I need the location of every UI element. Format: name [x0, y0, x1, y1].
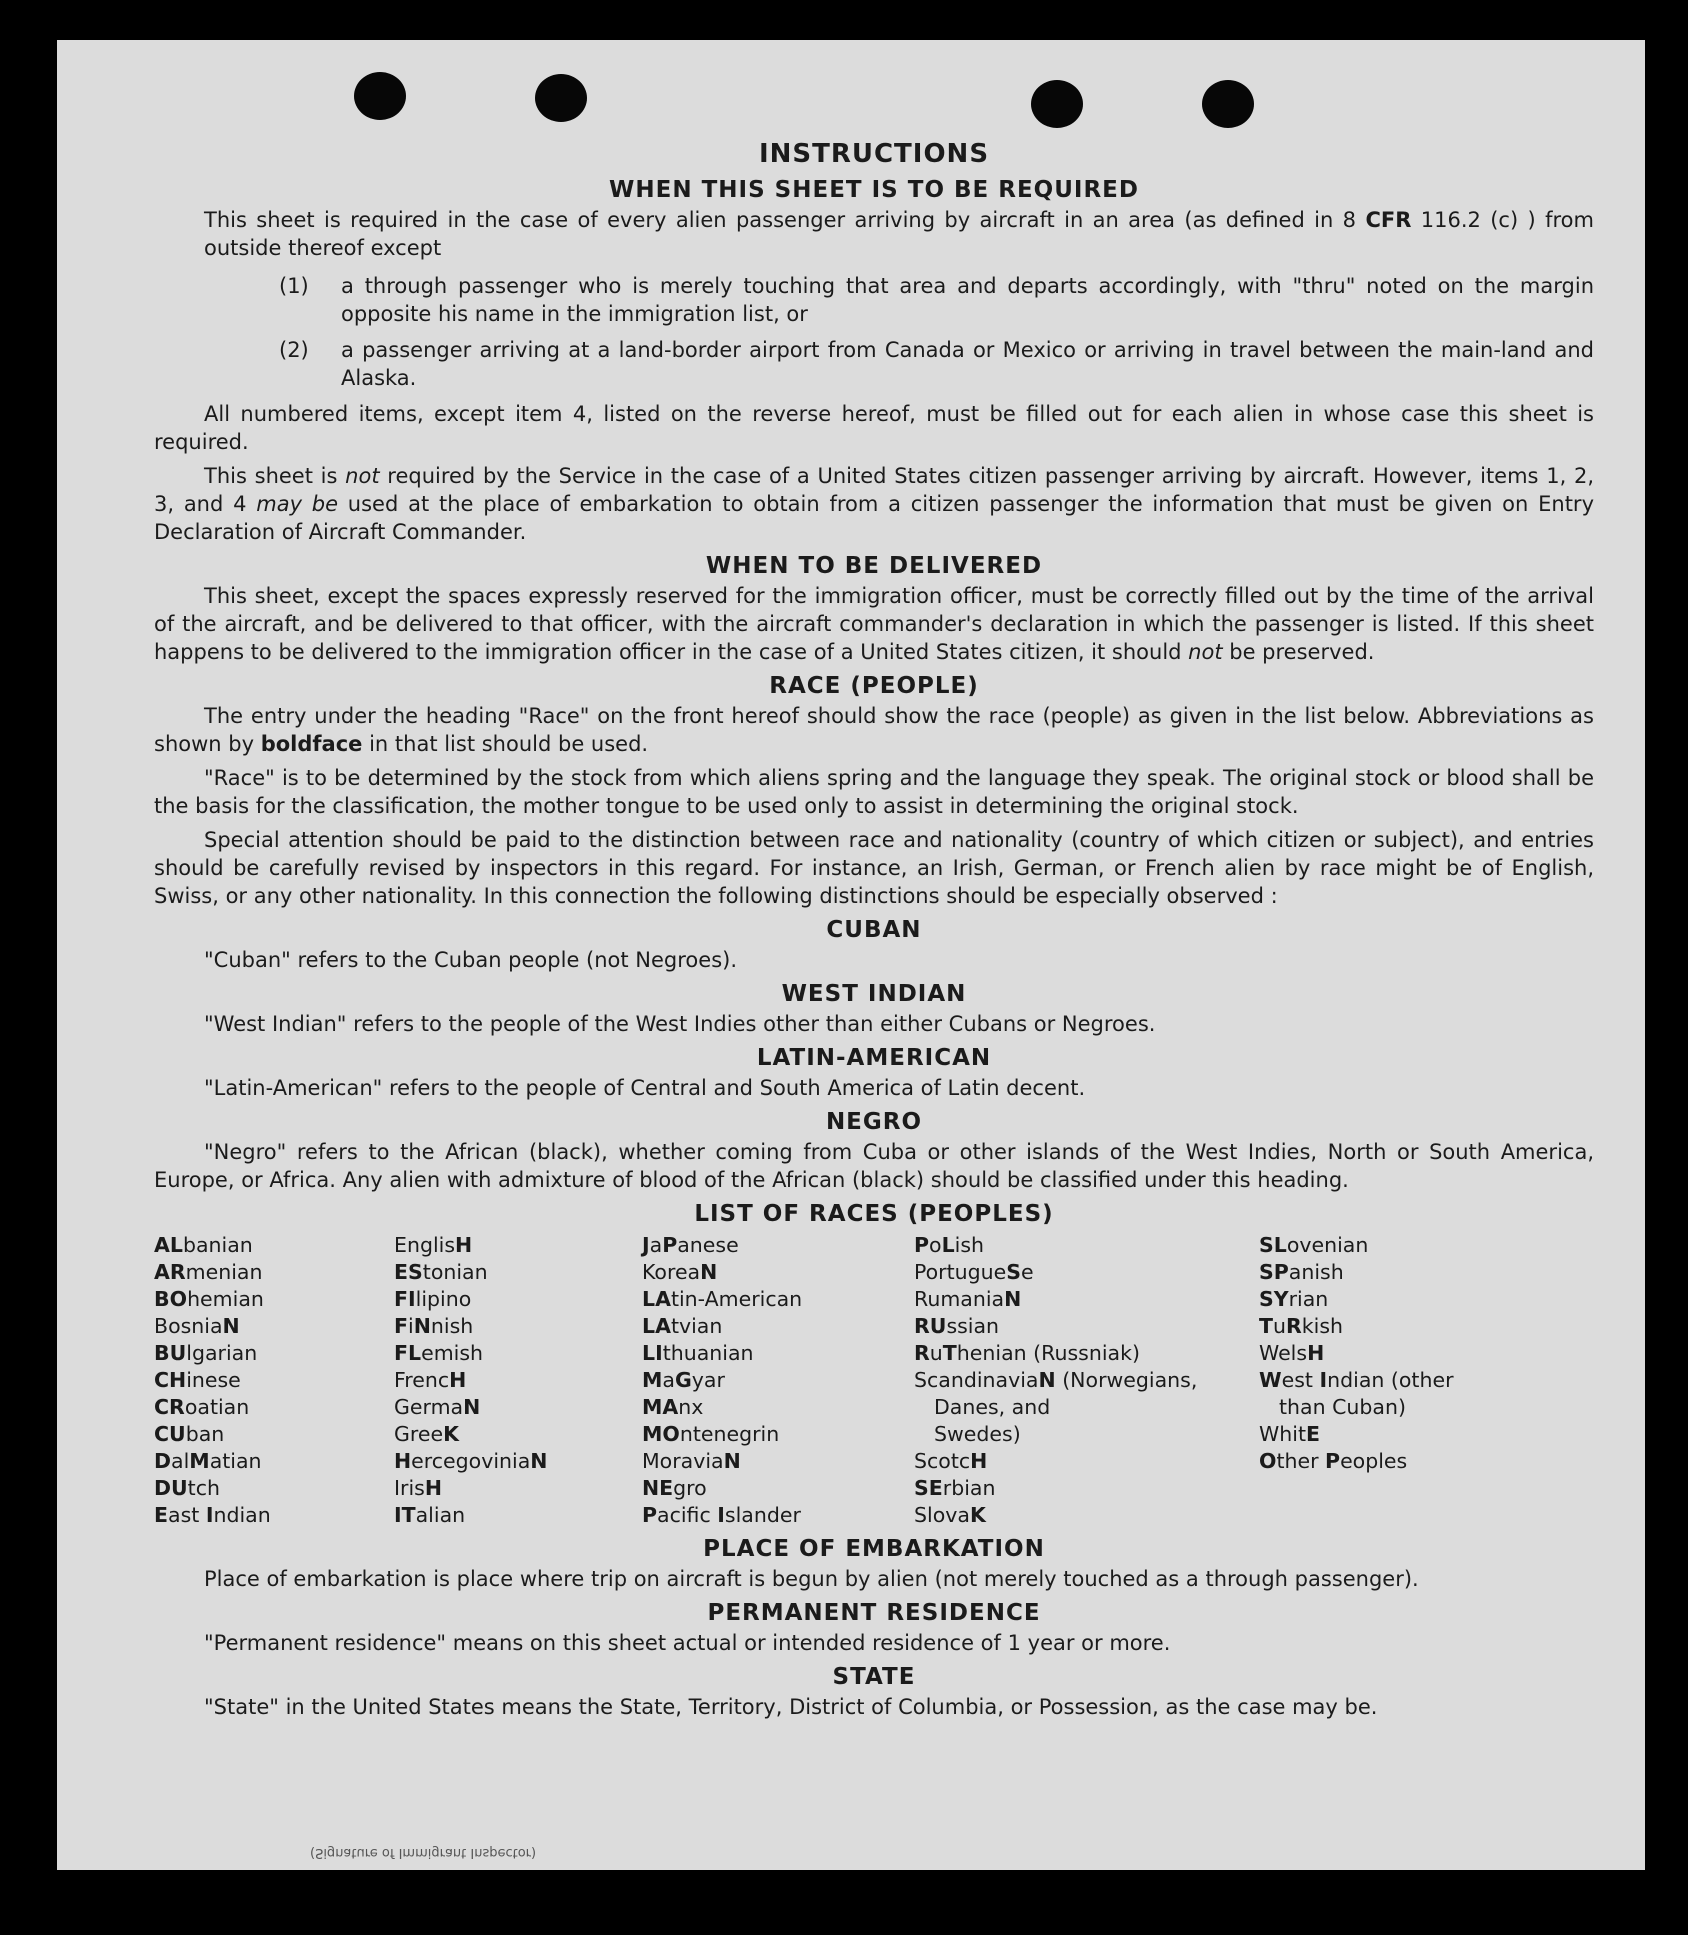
- race-entry: GreeK: [394, 1422, 459, 1446]
- residence-paragraph: "Permanent residence" means on this sheet actual or intended residence of 1 year or more.: [204, 1631, 1171, 1655]
- race-paragraph-1: The entry under the heading "Race" on the front hereof should show the race (people) as given in the list below. Abbreviations as shown by boldface in that list should be used.: [154, 704, 1594, 756]
- punch-hole: [535, 74, 587, 122]
- race-entry: ITalian: [394, 1503, 466, 1527]
- race-entry: SlovaK: [914, 1503, 986, 1527]
- document-sheet: [57, 40, 1645, 1870]
- race-entry: RuThenian (Russniak): [914, 1341, 1140, 1365]
- required-intro: This sheet is required in the case of every alien passenger arriving by aircraft in an area (as defined in 8 CFR 116.2 (c) ) from outside thereof except: [204, 208, 1594, 260]
- race-entry: LAtvian: [642, 1314, 723, 1338]
- races-column: [1259, 1232, 1559, 1529]
- latin-american-paragraph: "Latin-American" refers to the people of Central and South America of Latin decent.: [204, 1076, 1086, 1100]
- races-column: [394, 1232, 642, 1529]
- race-entry: IrisH: [394, 1476, 443, 1500]
- race-entry: Swedes): [934, 1422, 1021, 1446]
- page-title: INSTRUCTIONS: [758, 139, 990, 169]
- race-entry: ALbanian: [154, 1233, 253, 1257]
- race-entry: HercegoviniaN: [394, 1449, 548, 1473]
- heading-list-of-races: LIST OF RACES (PEOPLES): [694, 1201, 1054, 1227]
- state-paragraph: "State" in the United States means the State, Territory, District of Columbia, or Possession, as the case may be.: [204, 1695, 1378, 1719]
- race-entry: TuRkish: [1259, 1314, 1344, 1338]
- heading-race: RACE (PEOPLE): [769, 673, 979, 699]
- race-entry: SLovenian: [1259, 1233, 1369, 1257]
- race-entry: KoreaN: [642, 1260, 718, 1284]
- embarkation-paragraph: Place of embarkation is place where trip on aircraft is begun by alien (not merely touched as a through passenger).: [204, 1567, 1419, 1591]
- heading-state: STATE: [832, 1664, 916, 1690]
- race-entry: WhitE: [1259, 1422, 1321, 1446]
- race-entry: BosniaN: [154, 1314, 240, 1338]
- race-entry: SErbian: [914, 1476, 996, 1500]
- race-entry: CUban: [154, 1422, 225, 1446]
- races-column: [642, 1232, 914, 1529]
- race-entry: PortugueSe: [914, 1260, 1034, 1284]
- instructions-body: [154, 140, 1594, 1727]
- races-column: [154, 1232, 394, 1529]
- race-entry: CRoatian: [154, 1395, 250, 1419]
- race-entry: JaPanese: [642, 1233, 739, 1257]
- race-paragraph-3: Special attention should be paid to the distinction between race and nationality (country of which citizen or subject), and entries should be carefully revised by inspectors in this regard. For instance, an Irish, German, or French alien by race might be of English, Swiss, or any other nationality. In this connection the following distinctions should be especially observed :: [154, 828, 1594, 908]
- race-entry: DUtch: [154, 1476, 220, 1500]
- citizen-paragraph: This sheet is not required by the Service in the case of a United States citizen passenger arriving by aircraft. However, items 1, 2, 3, and 4 may be used at the place of embarkation to obtain from a citizen passenger the information that must be given on Entry Declaration of Aircraft Commander.: [154, 464, 1594, 544]
- heading-required: WHEN THIS SHEET IS TO BE REQUIRED: [609, 177, 1139, 203]
- exception-item: (2) a passenger arriving at a land-border airport from Canada or Mexico or arriving in travel between the main-land and Alaska.: [279, 338, 1594, 390]
- heading-delivered: WHEN TO BE DELIVERED: [705, 553, 1043, 579]
- race-entry: FiNnish: [394, 1314, 474, 1338]
- delivered-paragraph: This sheet, except the spaces expressly reserved for the immigration officer, must be correctly filled out by the time of the arrival of the aircraft, and be delivered to that officer, with the aircraft commander's declaration in which the passenger is listed. If this sheet happens to be delivered to the immigration officer in the case of a United States citizen, it should not be preserved.: [154, 584, 1594, 664]
- heading-west-indian: WEST INDIAN: [781, 981, 967, 1007]
- race-entry: WelsH: [1259, 1341, 1325, 1365]
- race-entry: MAnx: [642, 1395, 704, 1419]
- race-entry: FLemish: [394, 1341, 484, 1365]
- race-entry: FIlipino: [394, 1287, 472, 1311]
- race-entry: RumaniaN: [914, 1287, 1022, 1311]
- race-entry: Other Peoples: [1259, 1449, 1408, 1473]
- race-entry: FrencH: [394, 1368, 467, 1392]
- race-entry: CHinese: [154, 1368, 241, 1392]
- race-entry: MaGyar: [642, 1368, 725, 1392]
- race-entry: NEgro: [642, 1476, 707, 1500]
- races-list: [154, 1232, 1594, 1529]
- race-entry: EnglisH: [394, 1233, 473, 1257]
- punch-hole: [1031, 80, 1083, 128]
- heading-embarkation: PLACE OF EMBARKATION: [703, 1536, 1045, 1562]
- race-entry: SYrian: [1259, 1287, 1329, 1311]
- race-entry: BOhemian: [154, 1287, 264, 1311]
- race-entry: EStonian: [394, 1260, 488, 1284]
- race-entry: Danes, and: [934, 1395, 1051, 1419]
- race-paragraph-2: "Race" is to be determined by the stock from which aliens spring and the language they speak. The original stock or blood shall be the basis for the classification, the mother tongue to be used only to assist in determining the original stock.: [154, 766, 1594, 818]
- race-entry: than Cuban): [1279, 1395, 1406, 1419]
- punch-hole: [354, 72, 406, 120]
- race-entry: East Indian: [154, 1503, 271, 1527]
- races-column: [914, 1232, 1259, 1529]
- race-entry: LIthuanian: [642, 1341, 754, 1365]
- race-entry: West Indian (other: [1259, 1368, 1454, 1392]
- race-entry: ARmenian: [154, 1260, 263, 1284]
- race-entry: SPanish: [1259, 1260, 1344, 1284]
- race-entry: ScandinaviaN (Norwegians,: [914, 1368, 1198, 1392]
- punch-hole: [1202, 80, 1254, 128]
- race-entry: Pacific Islander: [642, 1503, 801, 1527]
- race-entry: LAtin-American: [642, 1287, 803, 1311]
- race-entry: ScotcH: [914, 1449, 988, 1473]
- race-entry: GermaN: [394, 1395, 481, 1419]
- heading-permanent-residence: PERMANENT RESIDENCE: [707, 1600, 1041, 1626]
- heading-negro: NEGRO: [825, 1109, 923, 1135]
- signature-caption-mirrored: (Signature of Immigrant Inspector): [310, 1845, 537, 1860]
- heading-latin-american: LATIN-AMERICAN: [756, 1045, 992, 1071]
- race-entry: BUlgarian: [154, 1341, 258, 1365]
- numbered-items-paragraph: All numbered items, except item 4, listed on the reverse hereof, must be filled out for each alien in whose case this sheet is required.: [154, 402, 1594, 454]
- race-entry: PoLish: [914, 1233, 985, 1257]
- race-entry: DalMatian: [154, 1449, 262, 1473]
- heading-cuban: CUBAN: [826, 917, 922, 943]
- west-indian-paragraph: "West Indian" refers to the people of the West Indies other than either Cubans or Negroes.: [204, 1012, 1156, 1036]
- race-entry: MoraviaN: [642, 1449, 741, 1473]
- cuban-paragraph: "Cuban" refers to the Cuban people (not Negroes).: [204, 948, 738, 972]
- race-entry: RUssian: [914, 1314, 1000, 1338]
- race-entry: MOntenegrin: [642, 1422, 780, 1446]
- exception-item: (1) a through passenger who is merely touching that area and departs accordingly, with "thru" noted on the margin opposite his name in the immigration list, or: [279, 274, 1594, 326]
- negro-paragraph: "Negro" refers to the African (black), whether coming from Cuba or other islands of the West Indies, North or South America, Europe, or Africa. Any alien with admixture of blood of the African (black) should be classified under this heading.: [154, 1140, 1594, 1192]
